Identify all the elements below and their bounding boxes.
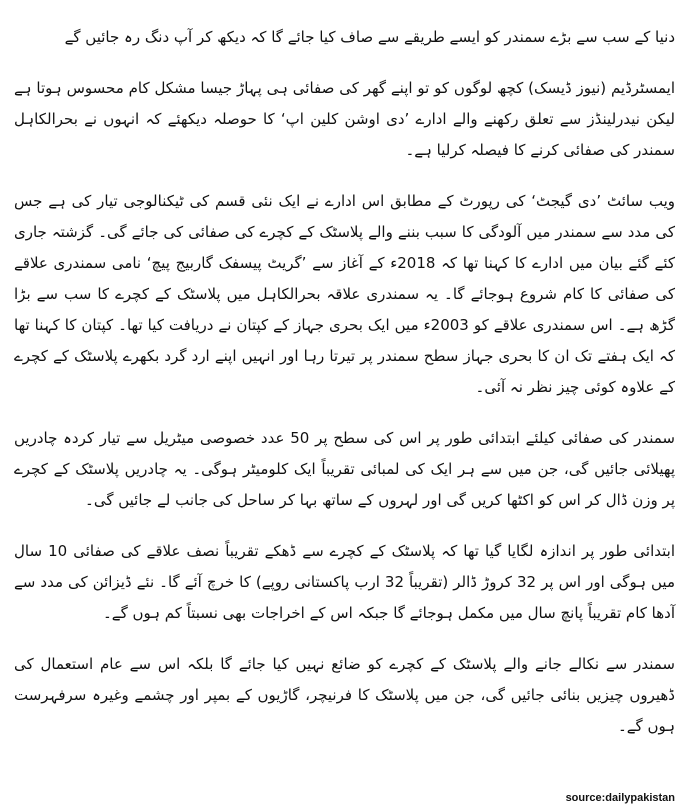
headline-paragraph: دنیا کے سب سے بڑے سمندر کو ایسے طریقے سے صاف کیا جائے گا کہ دیکھ کر آپ دنگ رہ جائیں گے <box>64 28 675 46</box>
cost-paragraph: ابتدائی طور پر اندازہ لگایا گیا تھا کہ پلاسٹک کے کچرے سے ڈھکے تقریباً نصف علاقے کی صفائی 10 سال میں ہوگی اور اس پر 32 کروڑ ڈالر (تقریباً 32 ارب پاکستانی روپے) کا خرچ آئے گا۔ نئے ڈیزائن کی مدد سے آدھا کام تقریباً پانچ سال میں مکمل ہوجائے گا جبکہ اس کے اخراجات بھی نسبتاً کم ہوں گے۔ <box>14 542 675 622</box>
source-credit: source:dailypakistan <box>565 792 675 804</box>
reuse-paragraph: سمندر سے نکالے جانے والے پلاسٹک کے کچرے کو ضائع نہیں کیا جائے گا بلکہ اس سے عام استعمال کی ڈھیروں چیزیں بنائی جائیں گی، جن میں پلاسٹک کا فرنیچر، گاڑیوں کے بمپر اور چشمے وغیرہ سرفہرست ہوں گے۔ <box>14 655 675 735</box>
method-paragraph: سمندر کی صفائی کیلئے ابتدائی طور پر اس کی سطح پر 50 عدد خصوصی میٹریل سے تیار کردہ چادریں پھیلائی جائیں گی، جن میں سے ہر ایک کی لمبائی تقریباً ایک کلومیٹر ہوگی۔ یہ چادریں پلاسٹک کے کچرے پر وزن ڈال کر اس کو اکٹھا کریں گی اور لہروں کے ساتھ بہا کر ساحل کی جانب لے جائیں گی۔ <box>14 429 675 509</box>
report-paragraph: ویب سائٹ ’دی گیجٹ‘ کی رپورٹ کے مطابق اس ادارے نے ایک نئی قسم کی ٹیکنالوجی تیار کی ہے جس کی مدد سے سمندر میں آلودگی کا سبب بننے والے پلاسٹک کے کچرے کی صفائی کی جائے گی۔ گزشتہ جاری کئے گئے بیان میں ادارے کا کہنا تھا کہ 2018ء کے آغاز سے ’گریٹ پیسفک گاربیج پیچ‘ نامی سمندری علاقے کی صفائی کا کام شروع ہوجائے گا۔ یہ سمندری علاقہ بحرالکاہل میں پلاسٹک کے کچرے کا سب سے بڑا گڑھ ہے۔ اس سمندری علاقے کو 2003ء میں ایک بحری جہاز کے کپتان نے دریافت کیا تھا۔ کپتان کا کہنا تھا کہ ایک ہفتے تک ان کا بحری جہاز سطح سمندر پر تیرتا رہا اور انہیں اپنے ارد گرد بکھرے پلاسٹک کے کچرے کے علاوہ کوئی چیز نظر نہ آئی۔ <box>14 192 675 396</box>
article-body <box>14 22 675 742</box>
intro-paragraph: ایمسٹرڈیم (نیوز ڈیسک) کچھ لوگوں کو تو اپنے گھر کی صفائی ہی پہاڑ جیسا مشکل کام محسوس ہوتا ہے لیکن نیدرلینڈز سے تعلق رکھنے والے ادارے ’دی اوشن کلین اپ‘ کا حوصلہ دیکھئے کہ انہوں نے بحرالکاہل سمندر کی صفائی کرنے کا فیصلہ کرلیا ہے۔ <box>14 79 675 159</box>
